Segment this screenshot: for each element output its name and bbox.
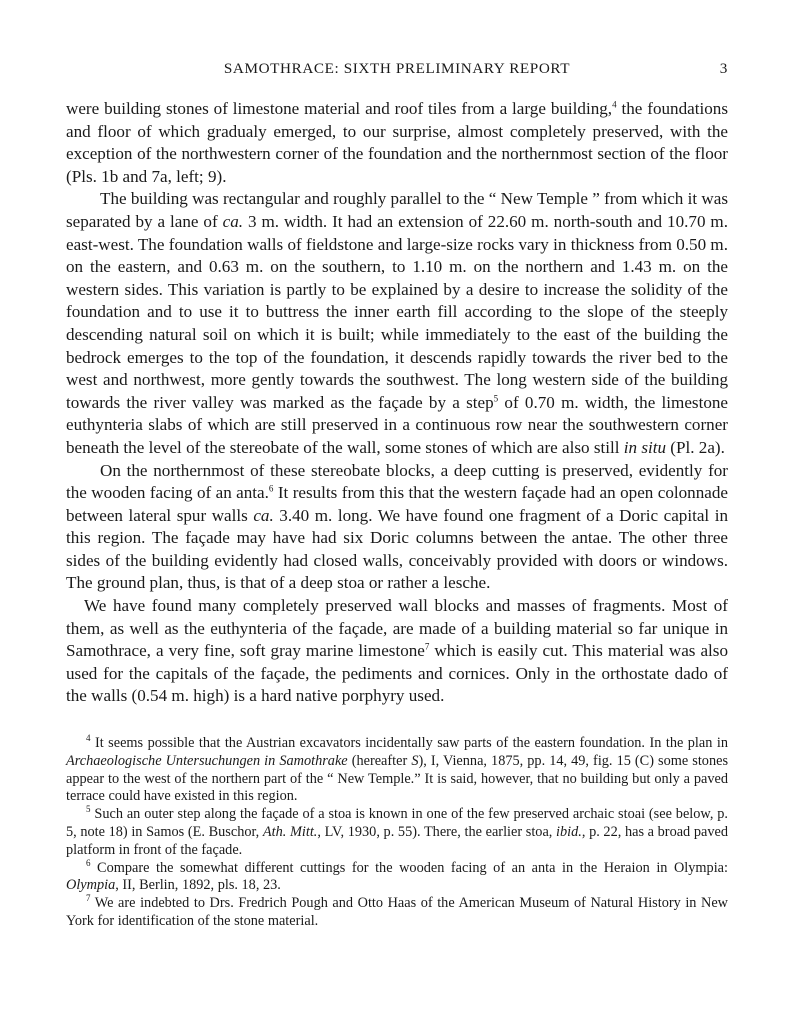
footnote-5: $^5$ Such an outer step along the façade of a stoa is known in one of the few preserved archaic stoai (see below, p. 5, note 18) in Samos (E. Buschor, Ath. Mitt., LV, 1930, p. 55). There, the earlier stoa, ibid., p. 22, has a broad paved platform in front of the façade. — [66, 804, 728, 858]
footnote-ref-4: 4 — [612, 99, 617, 110]
paragraph-2: The building was rectangular and roughly parallel to the “ New Temple ” from which it was separated by a lane of ca. 3 m. width. It had an extension of 22.60 m. north-south and 10.70 m. east-west. The foundation walls of fieldstone and large-size rocks vary in thickness from 0.50 m. on the eastern, and 0.63 m. on the southern, to 1.10 m. on the northern and 1.43 m. on the western sides. This variation is partly to be explained by a desire to increase the solidity of the foundation and to use it to buttress the inner earth fill according to the slope of the steeply descending natural soil on which it is built; while immediately to the east of the building the bedrock emerges to the top of the foundation, it descends rapidly towards the river bed to the west and northwest, more gently towards the southwest. The long western side of the building towards the river valley was marked as the façade by a step$^5$ of 0.70 m. width, the limestone euthynteria slabs of which are still preserved in a continuous row near the southwestern corner beneath the level of the stereobate of the wall, some stones of which are also still in situ (Pl. 2a). — [66, 189, 729, 457]
footnote-7: $^7$ We are indebted to Drs. Fredrich Pough and Otto Haas of the American Museum of Natural History in New York for identification of the stone material. — [66, 893, 728, 929]
paragraph-3: On the northernmost of these stereobate blocks, a deep cutting is preserved, evidently for the wooden facing of an anta.$^6$ It results from this that the western façade had an open colonnade between lateral spur walls ca. 3.40 m. long. We have found one fragment of a Doric capital in this region. The façade may have had six Doric columns between the antae. The other three sides of the building evidently had closed walls, conceivably provided with doors or windows. The ground plan, thus, is that of a deep stoa or rather a lesche. — [66, 460, 728, 593]
running-title: SAMOTHRACE: SIXTH PRELIMINARY REPORT — [223, 60, 571, 77]
footnote-ref-5: 5 — [493, 393, 499, 404]
body-text — [66, 98, 728, 708]
footnote-ref-7: 7 — [424, 641, 430, 652]
footnote-4: $^4$ It seems possible that the Austrian excavators incidentally saw parts of the eastern foundation. In the plan in Archaeologische Untersuchungen in Samothrake (hereafter S), I, Vienna, 1875, pp. 14, 49, fig. 15 (C) some stones appear to the west of the northern part of the “ New Temple.” It is said, however, that no building but only a paved terrace could have existed in this region. — [66, 733, 729, 805]
paragraph-4: We have found many completely preserved wall blocks and masses of fragments. Most of them, as well as the euthynteria of the façade, are made of a building material so far unique in Samothrace, a very fine, soft gray marine limestone$^7$ which is easily cut. This material was also used for the capitals of the façade, the pediments and cornices. Only in the orthostate dado of the walls (0.54 m. high) is a hard native porphyry used. — [66, 596, 728, 706]
footnotes — [66, 735, 728, 931]
page-number: 3 — [719, 60, 728, 77]
running-head — [66, 58, 728, 82]
footnote-6: $^6$ Compare the somewhat different cuttings for the wooden facing of an anta in the Heraion in Olympia: Olympia, II, Berlin, 1892, pls. 18, 23. — [66, 857, 728, 894]
page — [66, 58, 728, 931]
footnote-ref-6: 6 — [268, 483, 274, 494]
paragraph-1: were building stones of limestone material and roof tiles from a large building,$^4$ the foundations and floor of which gradualy emerged, to our surprise, almost completely preserved, with the exception of the northwestern corner of the foundation and the northernmost section of the floor (Pls. 1b and 7a, left; 9). — [66, 99, 728, 186]
